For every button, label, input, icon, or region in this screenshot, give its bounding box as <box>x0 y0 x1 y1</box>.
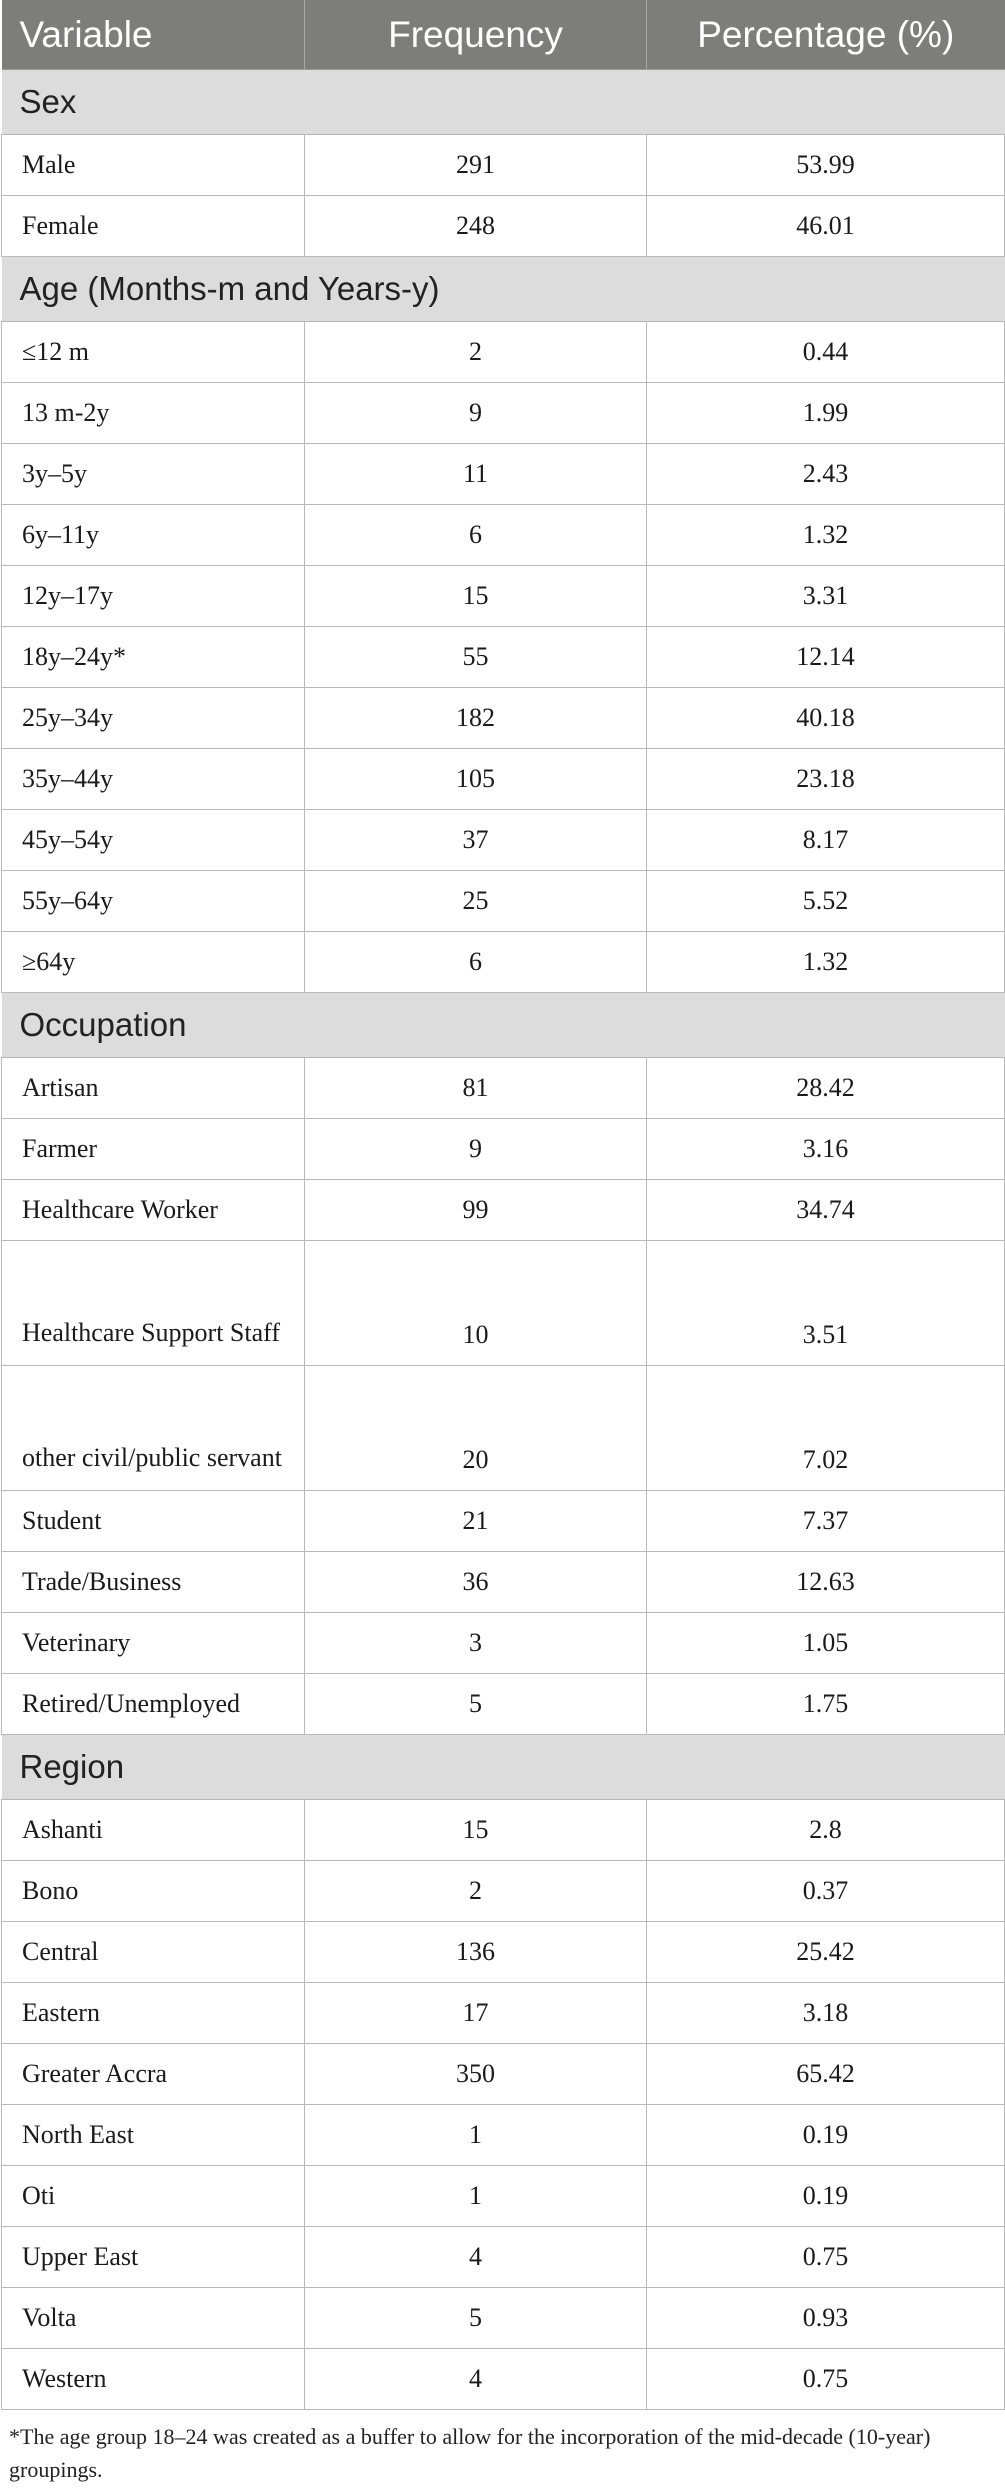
frequency-cell: 37 <box>305 810 647 871</box>
percentage-cell: 0.75 <box>647 2349 1005 2410</box>
percentage-cell: 23.18 <box>647 749 1005 810</box>
header-variable: Variable <box>2 0 305 70</box>
section-row <box>2 70 1005 135</box>
frequency-cell: 105 <box>305 749 647 810</box>
variable-cell: Artisan <box>2 1058 305 1119</box>
percentage-cell: 0.19 <box>647 2166 1005 2227</box>
variable-cell: ≥64y <box>2 932 305 993</box>
frequency-cell: 4 <box>305 2227 647 2288</box>
table-row <box>2 196 1005 257</box>
variable-cell: 12y–17y <box>2 566 305 627</box>
variable-cell: Volta <box>2 2288 305 2349</box>
table-container <box>1 0 1004 2486</box>
table-row <box>2 2349 1005 2410</box>
variable-cell: 6y–11y <box>2 505 305 566</box>
table-footnote: *The age group 18–24 was created as a buffer to allow for the incorporation of the mid-decade (10-year) groupings. <box>9 2424 931 2482</box>
table-row <box>2 383 1005 444</box>
table-row <box>2 2105 1005 2166</box>
header-percentage: Percentage (%) <box>647 0 1005 70</box>
table-row <box>2 135 1005 196</box>
variable-cell: 25y–34y <box>2 688 305 749</box>
percentage-cell: 46.01 <box>647 196 1005 257</box>
demographics-table <box>1 0 1005 2410</box>
percentage-cell: 8.17 <box>647 810 1005 871</box>
frequency-cell: 25 <box>305 871 647 932</box>
percentage-cell: 65.42 <box>647 2044 1005 2105</box>
section-title: Age (Months-m and Years-y) <box>2 257 1005 322</box>
frequency-cell: 81 <box>305 1058 647 1119</box>
percentage-cell: 1.99 <box>647 383 1005 444</box>
table-row <box>2 444 1005 505</box>
section-row <box>2 1735 1005 1800</box>
section-row <box>2 993 1005 1058</box>
percentage-cell: 34.74 <box>647 1180 1005 1241</box>
table-row <box>2 1366 1005 1491</box>
table-row <box>2 566 1005 627</box>
percentage-cell: 1.32 <box>647 505 1005 566</box>
variable-cell: 3y–5y <box>2 444 305 505</box>
table-row <box>2 2044 1005 2105</box>
percentage-cell: 2.8 <box>647 1800 1005 1861</box>
variable-cell: Retired/Unemployed <box>2 1674 305 1735</box>
variable-cell: 35y–44y <box>2 749 305 810</box>
header-frequency: Frequency <box>305 0 647 70</box>
variable-cell: Bono <box>2 1861 305 1922</box>
percentage-cell: 25.42 <box>647 1922 1005 1983</box>
frequency-cell: 15 <box>305 1800 647 1861</box>
variable-cell: Central <box>2 1922 305 1983</box>
percentage-cell: 28.42 <box>647 1058 1005 1119</box>
table-row <box>2 1241 1005 1366</box>
frequency-cell: 1 <box>305 2166 647 2227</box>
percentage-cell: 40.18 <box>647 688 1005 749</box>
percentage-cell: 12.63 <box>647 1552 1005 1613</box>
variable-cell: Male <box>2 135 305 196</box>
frequency-cell: 9 <box>305 1119 647 1180</box>
frequency-cell: 248 <box>305 196 647 257</box>
table-row <box>2 2288 1005 2349</box>
frequency-cell: 2 <box>305 322 647 383</box>
percentage-cell: 2.43 <box>647 444 1005 505</box>
table-row <box>2 932 1005 993</box>
percentage-cell: 5.52 <box>647 871 1005 932</box>
table-row <box>2 1119 1005 1180</box>
variable-cell: Farmer <box>2 1119 305 1180</box>
frequency-cell: 5 <box>305 1674 647 1735</box>
variable-cell: Healthcare Support Staff <box>2 1241 305 1366</box>
variable-cell: Female <box>2 196 305 257</box>
percentage-cell: 1.32 <box>647 932 1005 993</box>
table-row <box>2 1552 1005 1613</box>
variable-cell: Upper East <box>2 2227 305 2288</box>
variable-cell: 18y–24y* <box>2 627 305 688</box>
table-row <box>2 505 1005 566</box>
frequency-cell: 6 <box>305 932 647 993</box>
percentage-cell: 0.93 <box>647 2288 1005 2349</box>
table-row <box>2 1058 1005 1119</box>
variable-cell: 13 m-2y <box>2 383 305 444</box>
table-row <box>2 2166 1005 2227</box>
table-row <box>2 1180 1005 1241</box>
percentage-cell: 0.37 <box>647 1861 1005 1922</box>
percentage-cell: 0.19 <box>647 2105 1005 2166</box>
frequency-cell: 1 <box>305 2105 647 2166</box>
variable-cell: other civil/public servant <box>2 1366 305 1491</box>
frequency-cell: 15 <box>305 566 647 627</box>
variable-cell: Trade/Business <box>2 1552 305 1613</box>
variable-cell: Western <box>2 2349 305 2410</box>
variable-cell: Eastern <box>2 1983 305 2044</box>
percentage-cell: 3.16 <box>647 1119 1005 1180</box>
variable-cell: Healthcare Worker <box>2 1180 305 1241</box>
variable-cell: North East <box>2 2105 305 2166</box>
frequency-cell: 3 <box>305 1613 647 1674</box>
frequency-cell: 10 <box>305 1241 647 1366</box>
frequency-cell: 136 <box>305 1922 647 1983</box>
frequency-cell: 291 <box>305 135 647 196</box>
table-header <box>2 0 1005 70</box>
table-row <box>2 322 1005 383</box>
frequency-cell: 6 <box>305 505 647 566</box>
variable-cell: 55y–64y <box>2 871 305 932</box>
table-row <box>2 627 1005 688</box>
table-row <box>2 688 1005 749</box>
percentage-cell: 1.05 <box>647 1613 1005 1674</box>
section-title: Occupation <box>2 993 1005 1058</box>
variable-cell: Student <box>2 1491 305 1552</box>
frequency-cell: 55 <box>305 627 647 688</box>
table-row <box>2 1922 1005 1983</box>
percentage-cell: 3.51 <box>647 1241 1005 1366</box>
table-row <box>2 810 1005 871</box>
variable-cell: 45y–54y <box>2 810 305 871</box>
variable-cell: ≤12 m <box>2 322 305 383</box>
variable-cell: Ashanti <box>2 1800 305 1861</box>
table-row <box>2 1800 1005 1861</box>
section-title: Sex <box>2 70 1005 135</box>
percentage-cell: 7.02 <box>647 1366 1005 1491</box>
table-row <box>2 1674 1005 1735</box>
percentage-cell: 53.99 <box>647 135 1005 196</box>
frequency-cell: 17 <box>305 1983 647 2044</box>
variable-cell: Veterinary <box>2 1613 305 1674</box>
frequency-cell: 9 <box>305 383 647 444</box>
frequency-cell: 21 <box>305 1491 647 1552</box>
table-row <box>2 2227 1005 2288</box>
table-row <box>2 1491 1005 1552</box>
section-row <box>2 257 1005 322</box>
table-row <box>2 749 1005 810</box>
percentage-cell: 7.37 <box>647 1491 1005 1552</box>
percentage-cell: 0.44 <box>647 322 1005 383</box>
percentage-cell: 12.14 <box>647 627 1005 688</box>
frequency-cell: 5 <box>305 2288 647 2349</box>
table-body <box>2 70 1005 2410</box>
frequency-cell: 182 <box>305 688 647 749</box>
table-row <box>2 871 1005 932</box>
frequency-cell: 11 <box>305 444 647 505</box>
table-row <box>2 1861 1005 1922</box>
percentage-cell: 3.18 <box>647 1983 1005 2044</box>
variable-cell: Oti <box>2 2166 305 2227</box>
frequency-cell: 20 <box>305 1366 647 1491</box>
frequency-cell: 4 <box>305 2349 647 2410</box>
section-title: Region <box>2 1735 1005 1800</box>
table-row <box>2 1613 1005 1674</box>
variable-cell: Greater Accra <box>2 2044 305 2105</box>
frequency-cell: 36 <box>305 1552 647 1613</box>
frequency-cell: 350 <box>305 2044 647 2105</box>
table-row <box>2 1983 1005 2044</box>
frequency-cell: 2 <box>305 1861 647 1922</box>
percentage-cell: 0.75 <box>647 2227 1005 2288</box>
percentage-cell: 1.75 <box>647 1674 1005 1735</box>
frequency-cell: 99 <box>305 1180 647 1241</box>
percentage-cell: 3.31 <box>647 566 1005 627</box>
